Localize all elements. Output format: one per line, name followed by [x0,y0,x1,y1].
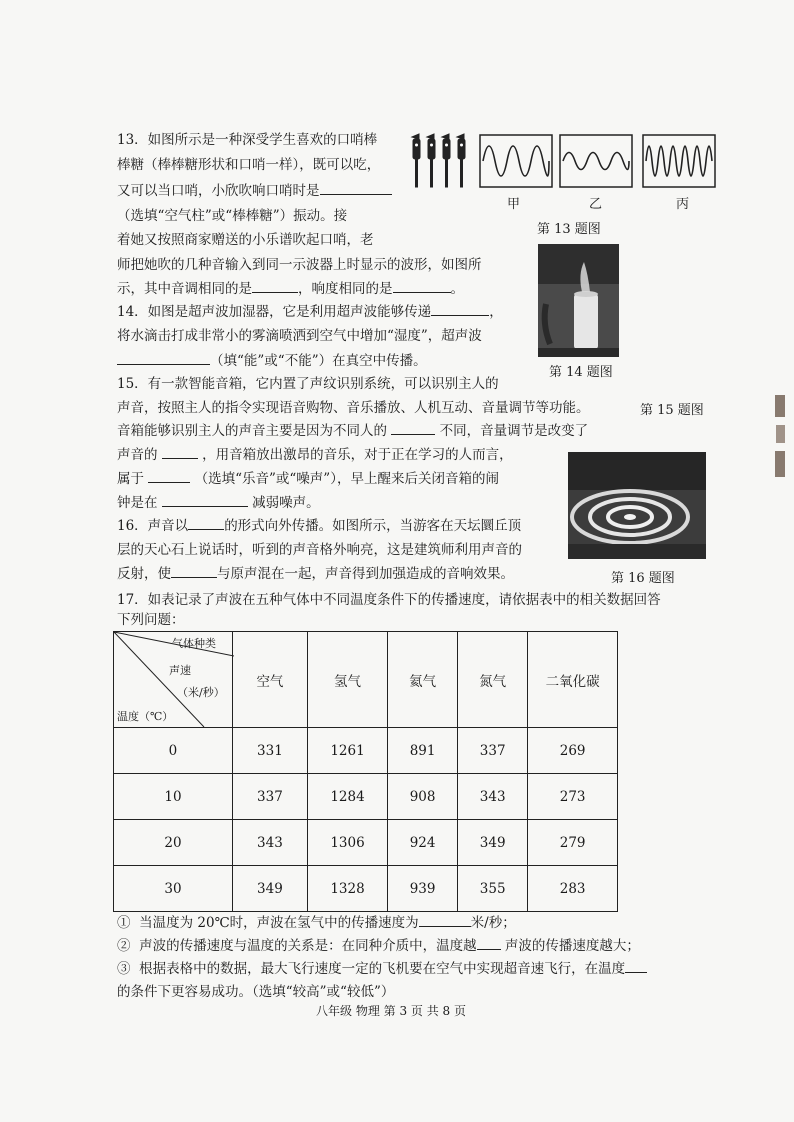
gas-header: 氮气 [458,632,528,728]
q17-sub-3-line-2: 的条件下更容易成功。（选填“较高”或“较低”） [117,984,395,1000]
q13-text: 又可以当口哨，小欣吹响口哨时是 [117,183,320,199]
answer-blank[interactable] [391,420,435,435]
sub-text: 声波的传播速度越大； [504,938,640,954]
q15-line-5 [117,468,499,490]
table-row [114,820,618,866]
q17-line-1: 17．如表记录了声波在五种气体中不同温度条件下的传播速度，请依据表中的相关数据回答 [117,592,661,608]
q15-text: 减弱噪声。 [252,495,320,511]
answer-blank[interactable] [252,278,298,293]
answer-blank[interactable] [419,912,471,927]
q16-text: 反射，使 [117,566,171,582]
waveform-bing [642,134,716,188]
q15-line-3 [117,420,588,442]
q13-text: 示，其中音调相同的是 [117,281,252,297]
wave-label-jia: 甲 [507,197,521,212]
q14-line-3 [117,350,427,372]
table-row [114,866,618,912]
waveform-jia [479,134,553,188]
answer-blank[interactable] [320,180,392,195]
answer-blank[interactable] [477,935,501,950]
q16-line-3 [117,563,514,585]
q14-text: ， [489,304,503,320]
temple-of-heaven-photo [568,452,706,559]
q15-text: 属于 [117,471,144,487]
q15-line-2: 声音，按照主人的指令实现语音购物、音乐播放、人机互动、音量调节等功能。 [117,400,590,416]
q15-text: 钟是在 [117,495,158,511]
answer-blank[interactable] [171,563,217,578]
gas-header: 二氧化碳 [528,632,618,728]
q15-text: ，用音箱放出激昂的音乐，对于正在学习的人而言， [202,447,513,463]
q17-sub-2 [117,935,640,957]
sub-text: 根据表格中的数据，最大飞行速度一定的飞机要在空气中实现超音速飞行，在温度 [139,961,626,977]
speed-cell: 1306 [307,820,387,866]
q13-line-5: 着她又按照商家赠送的小乐谱吹起口哨，老 [117,232,374,248]
speed-cell: 924 [388,820,458,866]
q16-text: 与原声混在一起，声音得到加强造成的音响效果。 [217,566,514,582]
diagonal-header-cell [114,632,233,728]
temp-cell: 30 [114,866,233,912]
speed-cell: 343 [458,774,528,820]
sub-text: 声波的传播速度与温度的关系是：在同种介质中，温度越 [139,938,477,954]
sub-text: 当温度为 20℃时，声波在氢气中的传播速度为 [139,915,419,931]
q13-text: ，响度相同的是 [298,281,393,297]
q13-line-4: （选填“空气柱”或“棒棒糖”）振动。接 [117,208,348,224]
page-footer: 八年级 物理 第 3 页 共 8 页 [316,1004,466,1018]
speed-cell: 343 [232,820,307,866]
speed-cell: 279 [528,820,618,866]
q13-line-6: 师把她吹的几种音输入到同一示波器上时显示的波形，如图所 [117,257,482,273]
table-row [114,774,618,820]
header-speed: 声速 [169,664,191,677]
speed-cell: 349 [458,820,528,866]
figure-16-caption: 第 16 题图 [611,571,675,586]
q14-line-2: 将水滴击打成非常小的雾滴喷洒到空气中增加“湿度”，超声波 [117,328,482,344]
q16-line-2: 层的天心石上说话时，听到的声音格外响亮，这是建筑师利用声音的 [117,542,522,558]
q17-sub-3 [117,958,647,980]
gas-header: 氦气 [388,632,458,728]
wave-label-yi: 乙 [589,197,603,212]
humidifier-photo [538,244,619,357]
speed-cell: 1328 [307,866,387,912]
sub-text: 米/秒； [470,915,516,931]
q15-text: 不同，音量调节是改变了 [439,423,589,439]
q15-text: （选填“乐音”或“噪声”），早上醒来后关闭音箱的闹 [194,471,499,487]
answer-blank[interactable] [162,492,248,507]
speed-cell: 1261 [307,728,387,774]
speed-cell: 355 [458,866,528,912]
q15-line-4 [117,444,513,466]
whistle-lollipop-illustration [410,133,474,191]
answer-blank[interactable] [625,958,647,973]
sub-number: ① [117,915,131,931]
q14-line-1 [117,301,503,323]
q13-text: 。 [450,281,464,297]
header-unit: （米/秒） [177,686,225,699]
answer-blank[interactable] [162,444,198,459]
q15-line-1: 15．有一款智能音箱，它内置了声纹识别系统，可以识别主人的 [117,376,499,392]
q17-sub-1 [117,912,516,934]
answer-blank[interactable] [431,301,489,316]
q14-text: 14．如图是超声波加湿器，它是利用超声波能够传递 [117,304,432,320]
header-temp: 温度（℃） [117,710,174,723]
speed-cell: 908 [388,774,458,820]
q14-text: （填“能”或“不能”）在真空中传播。 [210,353,427,369]
answer-blank[interactable] [117,350,210,365]
waveform-yi [559,134,633,188]
q16-text: 的形式向外传播。如图所示，当游客在天坛圜丘顶 [224,518,522,534]
q13-line-7 [117,278,464,300]
wave-yi-path [563,153,629,170]
wave-jia-path [483,146,549,176]
q13-line-3 [117,180,392,202]
answer-blank[interactable] [148,468,190,483]
speed-cell: 273 [528,774,618,820]
sub-number: ② [117,938,131,954]
speed-cell: 337 [458,728,528,774]
q17-line-2: 下列问题： [117,612,185,628]
header-gas-type: 气体种类 [172,637,216,650]
wave-label-bing: 丙 [676,197,690,212]
table-row [114,728,618,774]
temp-cell: 20 [114,820,233,866]
temp-cell: 10 [114,774,233,820]
speed-cell: 331 [232,728,307,774]
speed-cell: 269 [528,728,618,774]
q15-text: 声音的 [117,447,158,463]
figure-14-caption: 第 14 题图 [549,365,613,380]
q16-text: 16．声音以 [117,518,189,534]
figure-15-caption: 第 15 题图 [640,403,704,418]
speed-cell: 939 [388,866,458,912]
scan-edge-mark [773,395,787,480]
figure-13-caption: 第 13 题图 [537,222,601,237]
temp-cell: 0 [114,728,233,774]
q13-line-1: 13．如图所示是一种深受学生喜欢的口哨棒 [117,132,378,148]
q15-text: 音箱能够识别主人的声音主要是因为不同人的 [117,423,387,439]
wave-bing-path [646,146,712,176]
sub-number: ③ [117,961,131,977]
gas-header: 氢气 [307,632,387,728]
q15-line-6 [117,492,320,514]
q13-line-2: 棒糖（棒棒糖形状和口哨一样），既可以吃， [117,157,381,173]
speed-cell: 1284 [307,774,387,820]
answer-blank[interactable] [393,278,451,293]
answer-blank[interactable] [188,515,224,530]
sound-speed-table [113,631,618,912]
gas-header: 空气 [232,632,307,728]
speed-cell: 337 [232,774,307,820]
q16-line-1 [117,515,521,537]
speed-cell: 349 [232,866,307,912]
speed-cell: 283 [528,866,618,912]
speed-cell: 891 [388,728,458,774]
